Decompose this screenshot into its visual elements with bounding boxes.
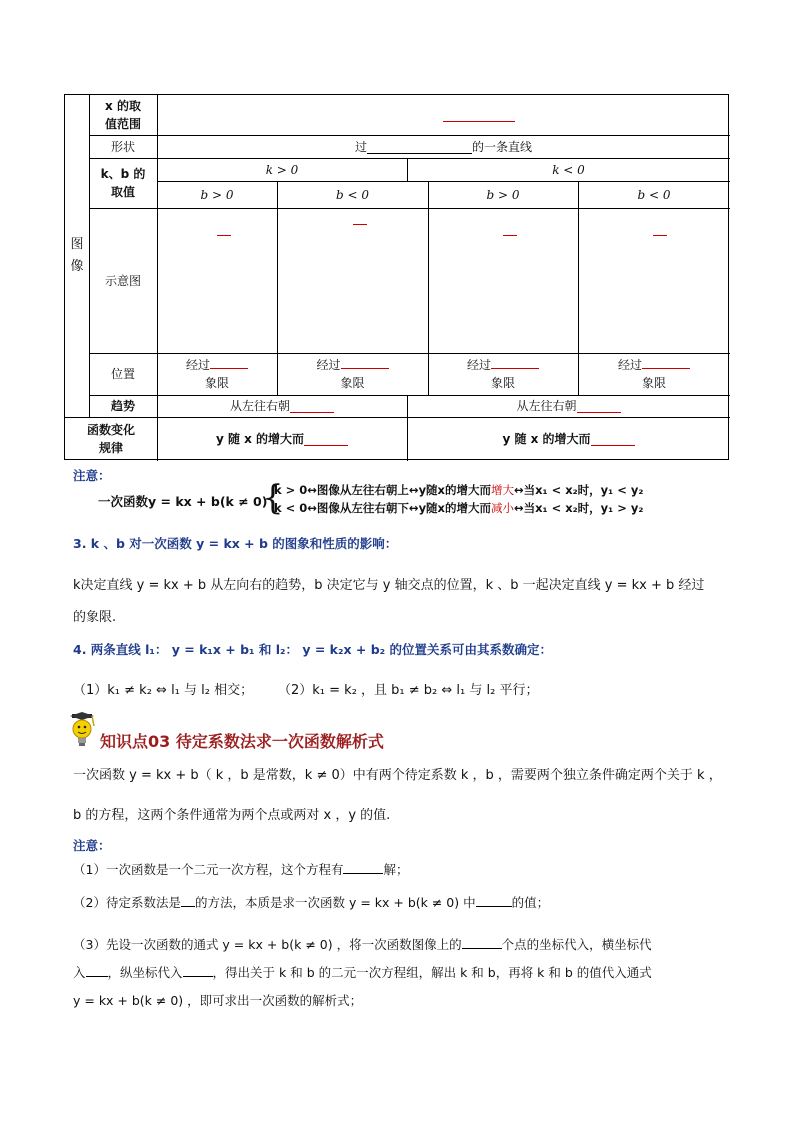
func-label: 函数变化 规律 (86, 423, 135, 455)
note-item3-line1: （3）先设一次函数的通式 y = kx + b(k ≠ 0) ，将一次函数图像上的 个点的坐标代入，横坐标代 (73, 937, 652, 952)
position-label: 位置 (110, 367, 135, 381)
k-negative: k < 0 (552, 162, 585, 177)
note1-line1: k > 0↔图像从左往右朝上↔y随x的增大而增大↔当x₁ < x₂时，y₁ < y₂ (274, 483, 644, 497)
func-positive: y 随 x 的增大而 (157, 417, 407, 461)
shape-label: 形状 (110, 139, 135, 154)
position-cell-2: 经过 象限 (277, 353, 428, 395)
position-cell-1: 经过 象限 (157, 353, 277, 395)
diagram-mark-3 (503, 235, 517, 236)
diagram-mark-4 (653, 235, 667, 236)
kb-label: k、b 的 取值 (100, 167, 146, 199)
section4-item2: （2）k₁ = k₂ ，且 b₁ ≠ b₂ ⇔ l₁ 与 l₂ 平行； (278, 683, 539, 698)
position-cell-3: 经过 象限 (428, 353, 578, 395)
diagram-mark-2 (353, 224, 367, 225)
knowledge-note-label: 注意： (73, 838, 111, 853)
section4-item1: （1）k₁ ≠ k₂ ⇔ l₁ 与 l₂ 相交； (73, 683, 254, 698)
properties-table (64, 94, 729, 460)
b-value-4: b < 0 (637, 187, 671, 202)
trend-negative: 从左往右朝 (407, 395, 730, 417)
b-value-3: b > 0 (486, 187, 520, 202)
func-negative: y 随 x 的增大而 (407, 417, 730, 461)
shape-blank (367, 140, 472, 154)
note1-line2: k < 0↔图像从左往右朝下↔y随x的增大而减小↔当x₁ < x₂时，y₁ > y₂ (274, 501, 644, 515)
section3-body2: 的象限. (73, 610, 117, 625)
image-group-label: 图 像 (70, 237, 84, 274)
trend-positive: 从左往右朝 (157, 395, 407, 417)
position-cell-4: 经过 象限 (578, 353, 730, 395)
x-range-label: x 的取 值范围 (104, 99, 141, 131)
diagram-label: 示意图 (104, 273, 141, 288)
note1-label: 注意： (73, 468, 111, 483)
section3-body1: k决定直线 y = kx + b 从左向右的趋势，b 决定它与 y 轴交点的位置，k 、b 一起决定直线 y = kx + b 经过 (73, 578, 705, 593)
section4-title: 4. 两条直线 l₁： y = k₁x + b₁ 和 l₂： y = k₂x + b₂ 的位置关系可由其系数确定： (73, 642, 552, 657)
diagram-mark-1 (217, 235, 231, 236)
note1-brace: { (262, 478, 284, 518)
shape-value (157, 135, 730, 158)
shape-prefix: 过 (354, 139, 367, 154)
lightbulb-scholar-icon (68, 712, 98, 748)
b-value-2: b < 0 (336, 187, 369, 202)
b-value-1: b > 0 (200, 187, 234, 202)
note-item3-line2: 入 ，纵坐标代入 ，得出关于 k 和 b 的二元一次方程组，解出 k 和 b，再将 k 和 b 的值代入通式 (73, 965, 652, 980)
section3-title: 3. k 、b 对一次函数 y = kx + b 的图象和性质的影响： (73, 536, 398, 551)
k-positive: k > 0 (265, 162, 299, 177)
note-item3-line3: y = kx + b(k ≠ 0) ，即可求出一次函数的解析式； (73, 993, 363, 1008)
note1-lead: 一次函数y = kx + b(k ≠ 0) (98, 494, 268, 509)
x-range-blank (443, 121, 515, 122)
note-item1: （1）一次函数是一个二元一次方程，这个方程有 解； (73, 862, 409, 877)
knowledge-para1: 一次函数 y = kx + b（ k ，b 是常数，k ≠ 0）中有两个待定系数 k ，b ，需要两个独立条件确定两个关于 k ， (73, 768, 722, 783)
note-item2: （2）待定系数法是 的方法，本质是求一次函数 y = kx + b(k ≠ 0) 中 的值； (73, 895, 550, 910)
trend-label: 趋势 (110, 399, 135, 413)
knowledge-heading: 知识点03 待定系数法求一次函数解析式 (100, 732, 384, 751)
shape-suffix: 的一条直线 (472, 139, 533, 154)
knowledge-para2: b 的方程，这两个条件通常为两个点或两对 x ，y 的值. (73, 808, 391, 823)
